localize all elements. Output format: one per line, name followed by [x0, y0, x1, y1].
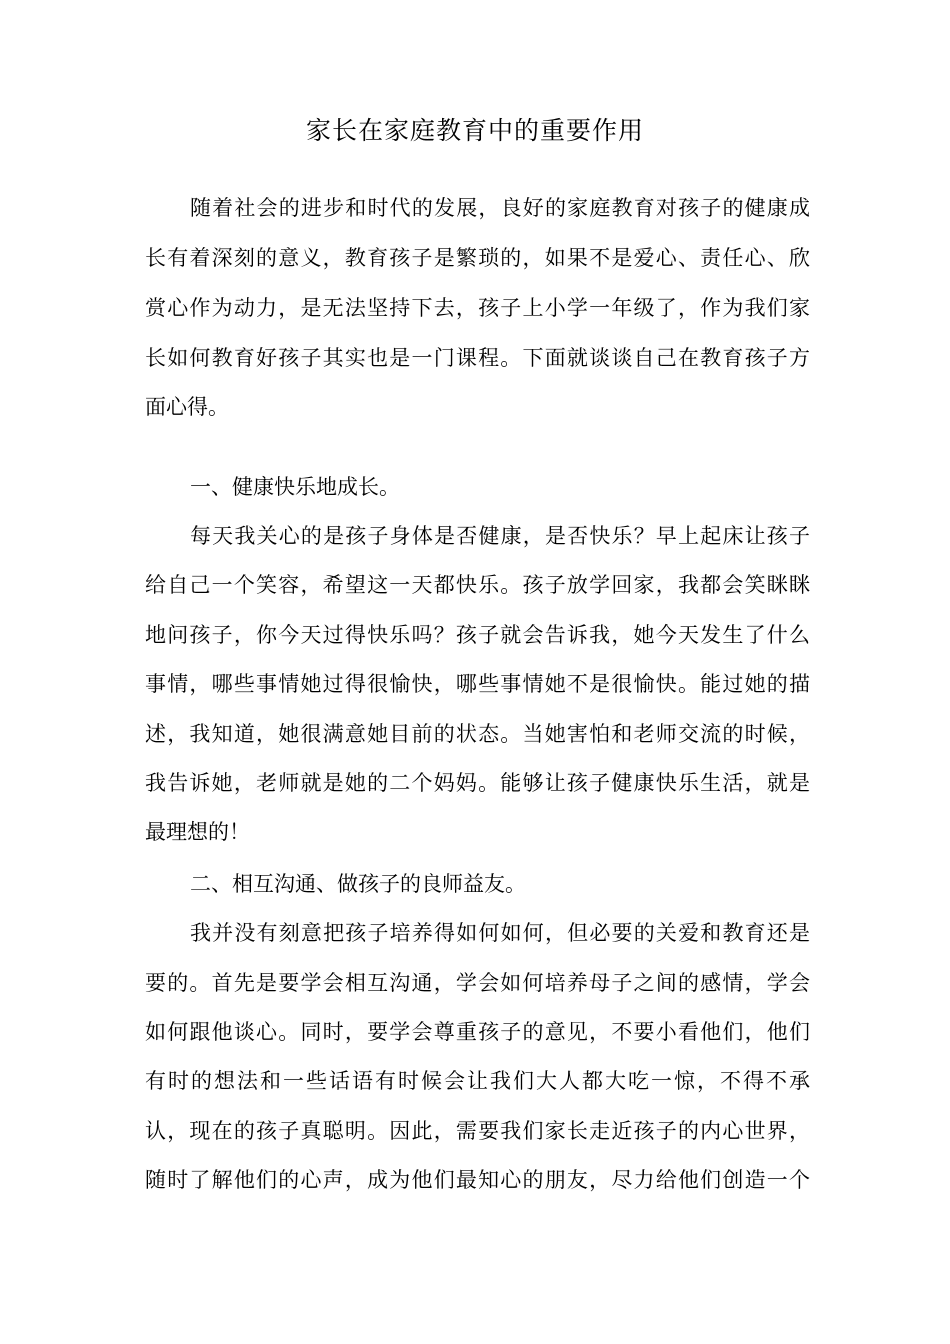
- paragraph-line: 赏心作为动力，是无法坚持下去，孩子上小学一年级了，作为我们家: [145, 296, 810, 320]
- paragraph-line: 我并没有刻意把孩子培养得如何如何，但必要的关爱和教育还是: [190, 921, 810, 945]
- paragraph-line: 长有着深刻的意义，教育孩子是繁琐的，如果不是爱心、责任心、欣: [145, 246, 810, 270]
- paragraph-line: 随着社会的进步和时代的发展，良好的家庭教育对孩子的健康成: [190, 196, 810, 220]
- section-heading: 二、相互沟通、做孩子的良师益友。: [190, 872, 526, 896]
- paragraph-line: 给自己一个笑容，希望这一天都快乐。孩子放学回家，我都会笑眯眯: [145, 573, 810, 597]
- paragraph-line: 随时了解他们的心声，成为他们最知心的朋友，尽力给他们创造一个: [145, 1168, 810, 1192]
- paragraph-line: 认，现在的孩子真聪明。因此，需要我们家长走近孩子的内心世界，: [145, 1119, 810, 1143]
- section-heading: 一、健康快乐地成长。: [190, 475, 400, 499]
- paragraph-line: 有时的想法和一些话语有时候会让我们大人都大吃一惊，不得不承: [145, 1069, 810, 1093]
- paragraph-line: 要的。首先是要学会相互沟通，学会如何培养母子之间的感情，学会: [145, 971, 810, 995]
- paragraph-line: 如何跟他谈心。同时，要学会尊重孩子的意见，不要小看他们，他们: [145, 1020, 810, 1044]
- paragraph-line: 述，我知道，她很满意她目前的状态。当她害怕和老师交流的时候，: [145, 722, 810, 746]
- paragraph-line: 最理想的！: [145, 820, 250, 844]
- paragraph-line: 我告诉她，老师就是她的二个妈妈。能够让孩子健康快乐生活，就是: [145, 771, 810, 795]
- paragraph-line: 每天我关心的是孩子身体是否健康，是否快乐？早上起床让孩子: [190, 524, 810, 548]
- document-title: 家长在家庭教育中的重要作用: [305, 116, 644, 145]
- paragraph-line: 事情，哪些事情她过得很愉快，哪些事情她不是很愉快。能过她的描: [145, 672, 810, 696]
- paragraph-line: 地问孩子，你今天过得快乐吗？孩子就会告诉我，她今天发生了什么: [145, 623, 810, 647]
- paragraph-line: 面心得。: [145, 395, 229, 419]
- paragraph-line: 长如何教育好孩子其实也是一门课程。下面就谈谈自己在教育孩子方: [145, 346, 810, 370]
